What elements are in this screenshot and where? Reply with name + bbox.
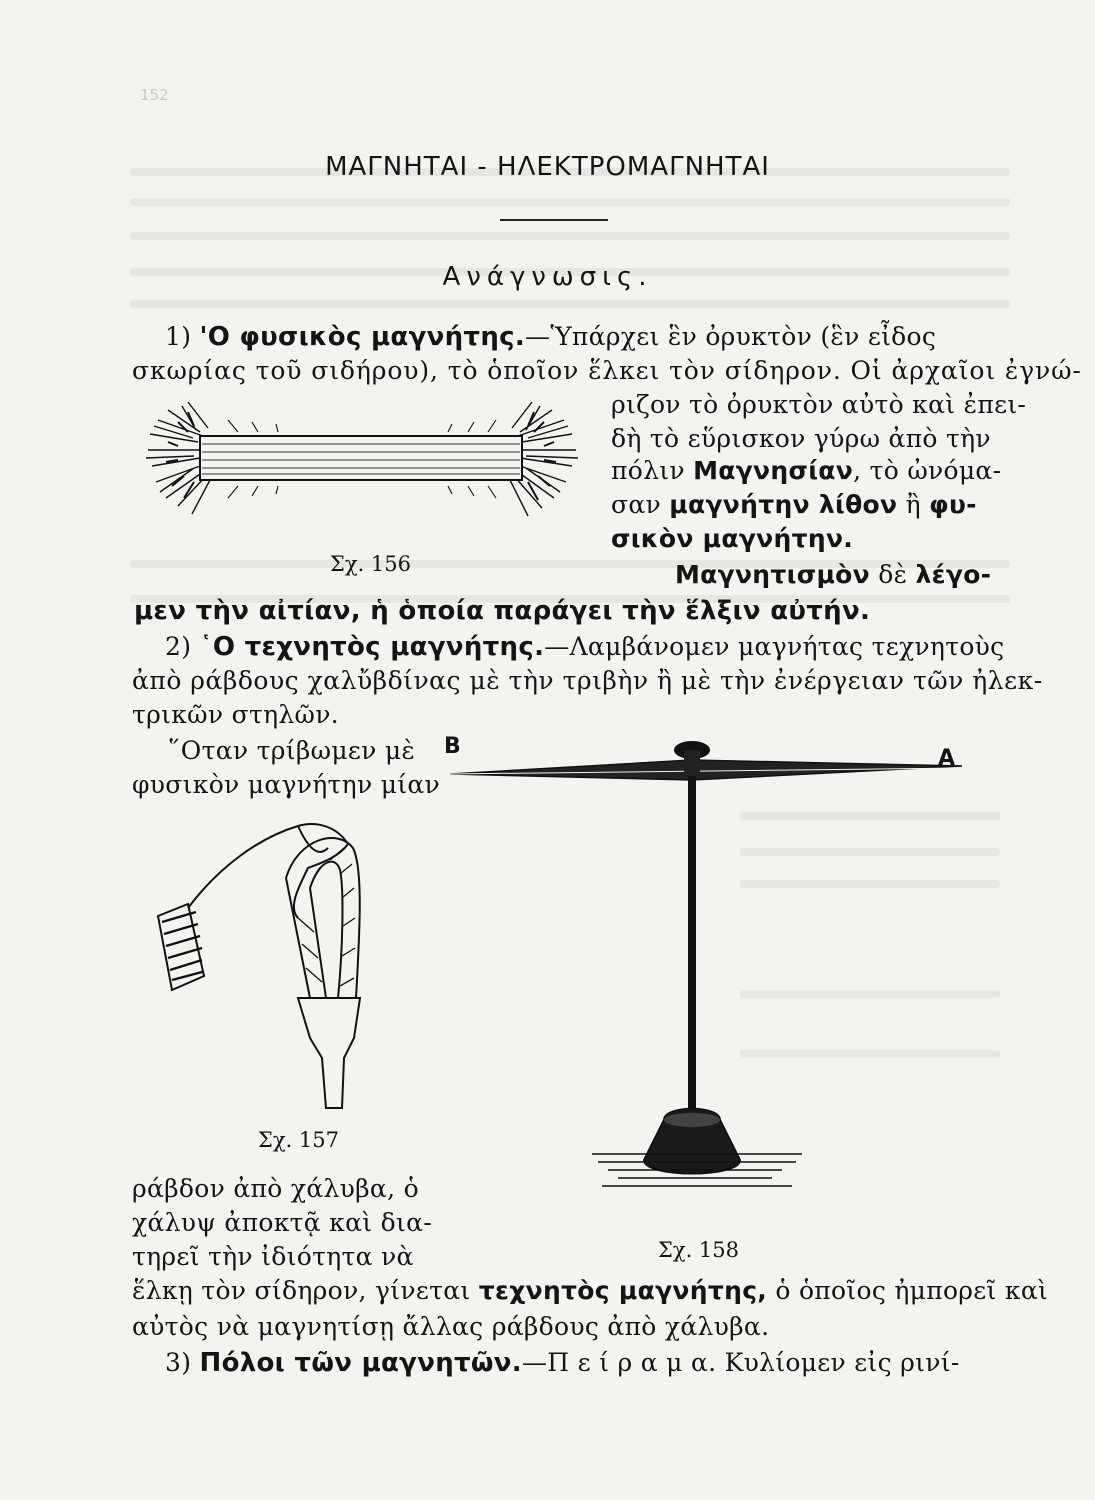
section2-line7: χάλυψ ἀποκτᾷ καὶ δια- <box>132 1208 433 1237</box>
section2-heading: ῾Ο τεχνητὸς μαγνήτης. <box>199 632 545 662</box>
section2-line1: 2) ῾Ο τεχνητὸς μαγνήτης.—Λαμβάνομεν μαγνήτας τεχνητοὺς <box>165 632 1005 662</box>
title-divider <box>500 219 608 221</box>
section2-number: 2) <box>165 632 192 661</box>
needle <box>450 760 962 780</box>
base-top <box>664 1113 720 1127</box>
figure-158-caption: Σχ. 158 <box>658 1238 740 1262</box>
rod-holder <box>298 998 360 1108</box>
page-number: 152 <box>140 86 169 104</box>
section1-line3: ριζον τὸ ὀρυκτὸν αὐτὸ καὶ ἐπει- <box>611 390 1027 419</box>
u-magnet-inner <box>310 862 342 998</box>
section-subtitle: Ανάγνωσις. <box>442 262 653 292</box>
section1-number: 1) <box>165 322 192 351</box>
section1-line5: πόλιν Μαγνησίαν, τὸ ὠνόμα- <box>611 456 1002 485</box>
section1-line7: σικὸν μαγνήτην. <box>611 524 854 553</box>
section1-line9: μεν τὴν αἰτίαν, ἡ ὁποία παράγει τὴν ἕλξιν αὐτήν. <box>134 596 871 626</box>
figure-156-magnet-filings <box>148 402 578 532</box>
stand-rod <box>688 776 696 1116</box>
figure-158-label-b: B <box>444 734 461 759</box>
figure-158-compass-needle <box>442 730 982 1200</box>
section1-line4: δὴ τὸ εὕρισκον γύρω ἀπὸ τὴν <box>611 424 991 453</box>
section2-line4: ῞Οταν τρίβωμεν μὲ <box>168 736 416 765</box>
cap-body <box>684 750 700 776</box>
section1-line6: σαν μαγνήτην λίθον ἢ φυ- <box>611 490 977 519</box>
section2-line9: ἕλκῃ τὸν σίδηρον, γίνεται τεχνητὸς μαγνήτης, ὁ ὁποῖος ἠμπορεῖ καὶ <box>132 1276 1049 1305</box>
figure-157-hand-rubbing <box>148 808 408 1128</box>
section1-line1: 1) 'Ο φυσικὸς μαγνήτης.—Ὑπάρχει ἓν ὀρυκτὸν (ἓν εἶδος <box>165 322 937 352</box>
section2-line2: ἀπὸ ράβδους χαλὔβδίνας μὲ τὴν τριβὴν ἢ μὲ τὴν ἐνέργειαν τῶν ἠλεκ- <box>132 666 1043 695</box>
section1-line8: Μαγνητισμὸν δὲ λέγο- <box>675 560 992 589</box>
section3-number: 3) <box>165 1348 192 1377</box>
section2-line10: αὐτὸς νὰ μαγνητίσῃ ἄλλας ράβδους ἀπὸ χάλυβα. <box>132 1312 770 1341</box>
section2-line5: φυσικὸν μαγνήτην μίαν <box>132 770 441 799</box>
section3-line1: 3) Πόλοι τῶν μαγνητῶν.—Π ε ί ρ α μ α. Κυλίομεν εἰς ρινί- <box>165 1348 960 1378</box>
section1-heading: 'Ο φυσικὸς μαγνήτης. <box>199 322 526 352</box>
figure-156-caption: Σχ. 156 <box>330 552 412 576</box>
figure-158-label-a: A <box>938 746 956 771</box>
section2-line8: τηρεῖ τὴν ἰδιότητα νὰ <box>132 1242 414 1271</box>
section2-line6: ράβδον ἀπὸ χάλυβα, ὁ <box>132 1174 419 1203</box>
section2-line3: τρικῶν στηλῶν. <box>132 700 339 729</box>
section1-line2: σκωρίας τοῦ σιδήρου), τὸ ὁποῖον ἕλκει τὸν σίδηρον. Οἱ ἀρχαῖοι ἐγνώ- <box>132 356 1082 385</box>
chapter-title: ΜΑΓΝΗΤΑΙ - ΗΛΕΚΤΡΟΜΑΓΝΗΤΑΙ <box>325 152 770 182</box>
section3-heading: Πόλοι τῶν μαγνητῶν. <box>199 1348 522 1378</box>
figure-157-caption: Σχ. 157 <box>258 1128 340 1152</box>
magnet-bar <box>200 436 522 480</box>
